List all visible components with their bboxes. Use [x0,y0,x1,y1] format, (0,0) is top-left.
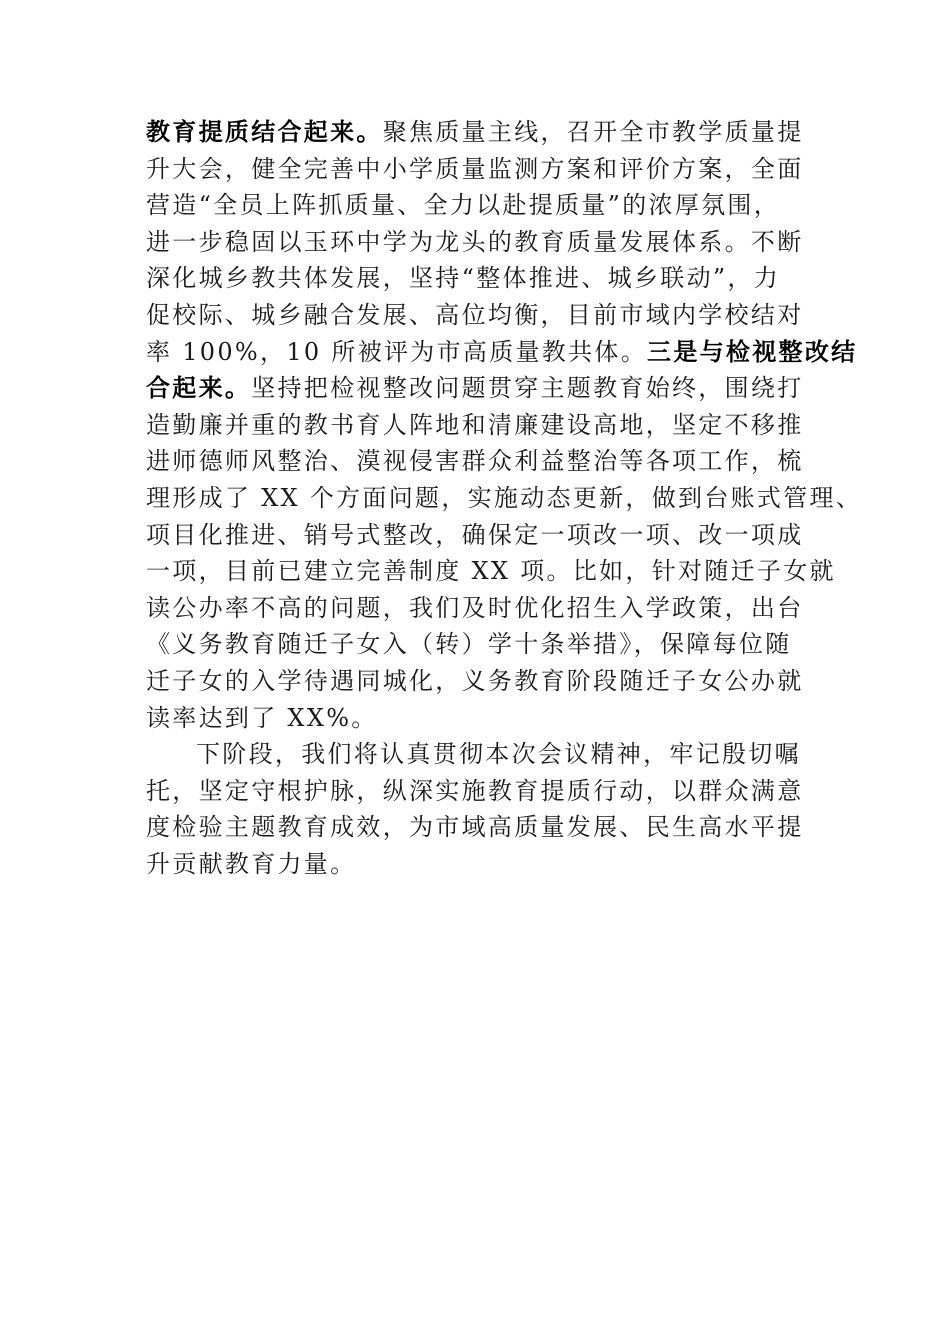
text-line: 项目化推进、销号式整改，确保定一项改一项、改一项成 [146,520,804,549]
bold-heading-text: 合起来。 [146,373,252,403]
text-line: 升贡献教育力量。 [146,849,357,878]
paragraph-quality-and-rectification [146,114,863,736]
bold-heading-text: 三是与检视整改结 [647,336,858,366]
text-line [146,114,826,151]
text-line [146,334,858,371]
text-line: 升大会，健全完善中小学质量监测方案和评价方案，全面 [146,154,804,183]
text-line: 营造“全员上阵抓质量、全力以赴提质量”的浓厚氛围， [146,191,781,220]
text-line: 《义务教育随迁子女入（转）学十条举措》，保障每位随 [146,630,792,659]
text-line: 进师德师风整治、漠视侵害群众利益整治等各项工作，梳 [146,447,804,476]
body-text: 坚持把检视整改问题贯穿主题教育始终，围绕打 [251,374,804,403]
text-line: 进一步稳固以玉环中学为龙头的教育质量发展体系。不断 [146,227,804,256]
text-line: 读公办率不高的问题，我们及时优化招生入学政策，出台 [146,593,804,622]
text-line: 造勤廉并重的教书育人阵地和清廉建设高地，坚定不移推 [146,410,804,439]
text-line: 迁子女的入学待遇同城化，义务教育阶段随迁子女公办就 [146,666,804,695]
text-line: 托，坚定守根护脉，纵深实施教育提质行动，以群众满意 [146,776,804,805]
text-line: 读率达到了 XX%。 [146,703,378,732]
text-line: 促校际、城乡融合发展、高位均衡，目前市域内学校结对 [146,300,804,329]
text-line: 深化城乡教共体发展，坚持“整体推进、城乡联动”，力 [146,264,781,293]
text-line: 下阶段，我们将认真贯彻本次会议精神，牢记殷切嘱 [196,740,801,769]
text-line: 理形成了 XX 个方面问题，实施动态更新，做到台账式管理、 [146,483,863,512]
text-line [146,370,826,407]
paragraph-next-stage [146,736,826,882]
text-line: 一项，目前已建立完善制度 XX 项。比如，针对随迁子女就 [146,557,836,586]
body-text: 聚焦质量主线，召开全市教学质量提 [382,118,804,146]
text-line: 度检验主题教育成效，为市域高质量发展、民生高水平提 [146,813,804,842]
body-text: 率 100%，10 所被评为市高质量教共体。 [146,337,648,366]
bold-heading-text: 教育提质结合起来。 [146,117,383,146]
document-body [146,114,863,882]
